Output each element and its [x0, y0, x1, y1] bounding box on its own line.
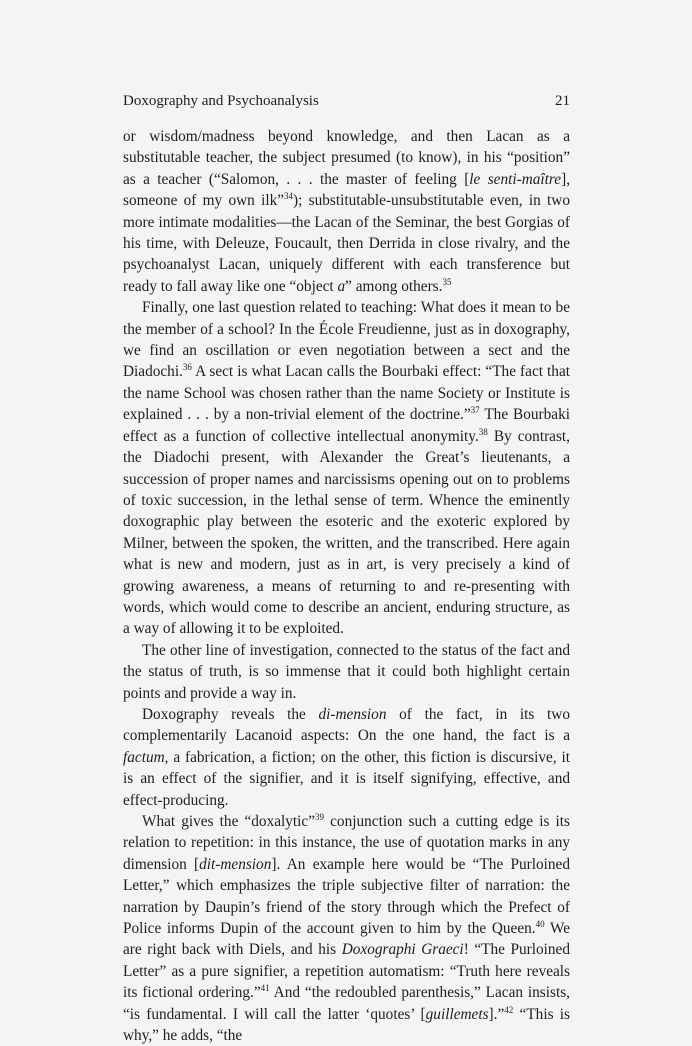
text-run: ]. An example here would be “The Purloined Letter,” which emphasizes the triple subjective filter of narration: the narration by Daupin’s friend of the story through which the Prefect of Police informs Dupin of the account given to him by the Queen. [123, 855, 570, 938]
text-run: conjunction such a cutting edge is its relation to repetition: in this instance, the use of quotation marks in any dimension [ [123, 813, 571, 873]
footnote-reference: 42 [504, 1004, 514, 1015]
text-run: “This is why,” he adds, “the [123, 1005, 571, 1045]
italic-text: di-mension [318, 705, 387, 723]
footnote-reference: 41 [260, 983, 270, 994]
running-title: Doxography and Psychoanalysis [123, 93, 319, 109]
text-run: ].” [488, 1005, 505, 1023]
paragraph [123, 811, 570, 1046]
footnote-reference: 36 [182, 362, 192, 373]
text-run: or wisdom/madness beyond knowledge, and then Lacan as a substitutable teacher, the subject presumed (to know), in his “position” as a teacher (“Salomon, . . . the master of feeling [ [123, 128, 570, 188]
footnote-reference: 37 [470, 405, 480, 416]
page-number: 21 [555, 93, 570, 109]
footnote-reference: 38 [478, 426, 488, 437]
italic-text: factum [123, 748, 165, 766]
text-run: And “the redoubled parenthesis,” Lacan insists, “is fundamental. I will call the latter ‘quotes’ [ [123, 984, 570, 1023]
text-run: By contrast, the Diadochi present, with Alexander the Great’s lieutenants, a succession of proper names and narcissisms opening out on to problems of toxic succession, in the lethal sense of term. Whence the eminently doxographic play between the esoteric and the exoteric explored by Milner, between the spoken, the written, and the transcribed. Here again what is new and modern, just as in art, is very precisely a kind of growing awareness, a means of returning to and re-presenting with words, which would come to describe an ancient, enduring structure, as a way of allowing it to be exploited. [123, 427, 570, 638]
footnote-reference: 40 [535, 918, 545, 929]
body-text [123, 126, 570, 1046]
italic-text: guillemets [425, 1005, 489, 1023]
text-run: Doxography reveals the [142, 705, 319, 723]
text-run: Finally, one last question related to teaching: What does it mean to be the member of a school? In the École Freudienne, just as in doxography, we find an oscillation or even negotiation between a sect and the Diadochi. [123, 299, 570, 381]
italic-text: dit-mension [199, 855, 272, 873]
paragraph [123, 640, 570, 704]
text-run: , a fabrication, a fiction; on the other, this fiction is discursive, it is an effect of the signifier, and it is itself signifying, effective, and effect-producing. [123, 748, 570, 809]
italic-text: le senti-maître [469, 170, 562, 188]
footnote-reference: 35 [442, 276, 452, 287]
footnote-reference: 39 [315, 811, 325, 822]
italic-text: Doxographi Graeci [341, 941, 464, 959]
italic-text: a [337, 277, 346, 295]
text-run: What gives the “doxalytic” [142, 813, 316, 830]
text-run: A sect is what Lacan calls the Bourbaki effect: “The fact that the name School was chosen rather than the name Society or Institute is explained . . . by a non-trivial element of the doctrine.” [123, 363, 570, 424]
text-run: ], someone of my own ilk” [123, 170, 571, 210]
text-run: The other line of investigation, connected to the status of the fact and the status of truth, is so immense that it could both highlight certain points and provide a way in. [123, 641, 570, 702]
footnote-reference: 34 [284, 191, 294, 202]
running-header [123, 92, 570, 110]
text-run: The Bourbaki effect as a function of collective intellectual anonymity. [123, 406, 570, 445]
paragraph [123, 704, 570, 811]
text-run: ” among others. [345, 277, 443, 295]
text-run: ); substitutable-unsubstitutable even, in two more intimate modalities—the Lacan of the Seminar, the best Gorgias of his time, with Deleuze, Foucault, then Derrida in close rivalry, and the psychoanalyst Lacan, uniquely different with each transference but ready to fall away like one “object [123, 192, 571, 295]
text-run: We are right back with Diels, and his [123, 920, 570, 959]
paragraph [123, 297, 570, 640]
paragraph [123, 126, 570, 297]
text-run: ! “The Purloined Letter” as a pure signifier, a repetition automatism: “Truth here reveals its fictional ordering.” [123, 941, 570, 1002]
text-run: of the fact, in its two complementarily Lacanoid aspects: On the one hand, the fact is a [123, 705, 570, 745]
